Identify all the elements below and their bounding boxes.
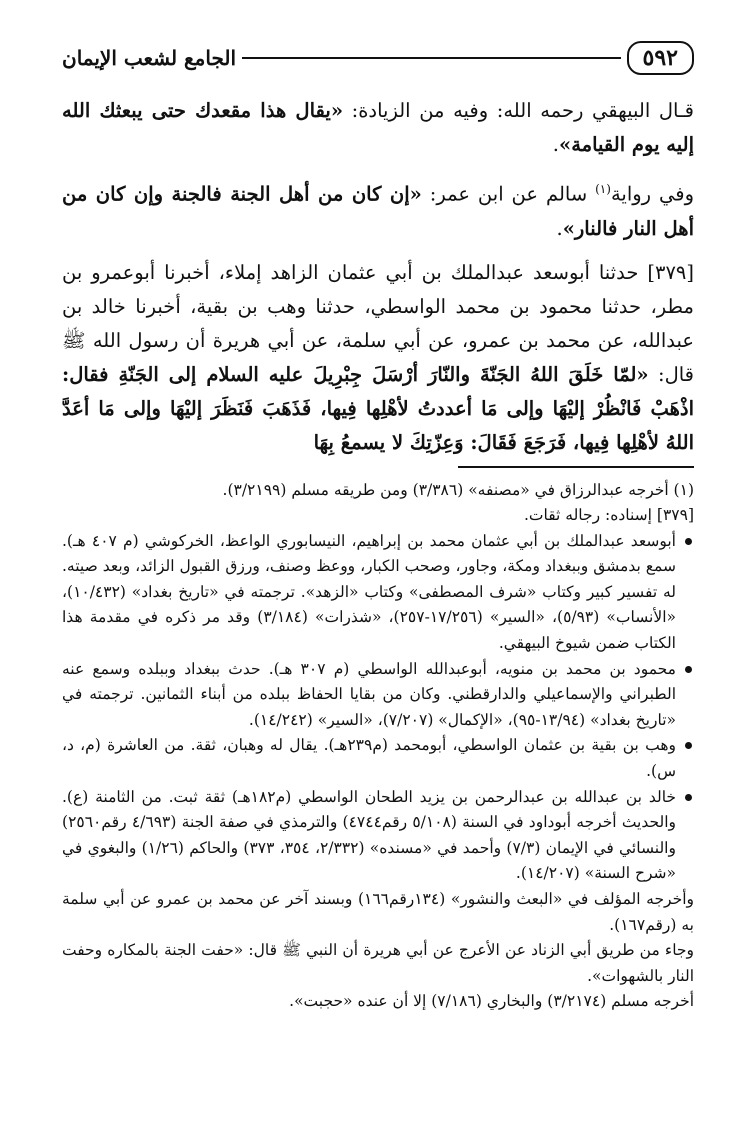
book-page: [0, 32, 752, 1131]
narrator-item: أبوسعد عبدالملك بن أبي عثمان محمد بن إبراهيم، النيسابوري الواعظ، الخركوشي (م ٤٠٧ هـ). سمع بدمشق وببغداد ومكة، وجاور، وصحب الكبار، ووعظ وصنف، ورزق القبول الزائد، وبعد صيته. له تفسير كبير وكتاب «شرف المصطفى» وكتاب «الزهد». ترجمته في «تاريخ بغداد» (١٠/٤٣٢)، «الأنساب» (٥/٩٣)، «السير» (١٧/٢٥٦-٢٥٧)، «شذرات» (٣/١٨٤) وقد مر ذكره في مقدمة هذا الكتاب ضمن شيوخ البيهقي.: [62, 529, 694, 657]
p2-quote: «إن كان من أهل الجنة فالجنة وإن كان من أهل النار فالنار»: [62, 182, 694, 240]
p1-end: .: [552, 133, 559, 156]
p2-prefix: وفي رواية: [610, 182, 694, 206]
page-header: [62, 32, 694, 84]
narrator-item: وهب بن بقية بن عثمان الواسطي، أبومحمد (م٢٣٩هـ). يقال له وهبان، ثقة. من العاشرة (م، د، س).: [62, 733, 694, 784]
hadith-chain: حدثنا أبوسعد عبدالملك بن أبي عثمان الزاهد إملاء، أخبرنا أبوعمرو بن مطر، حدثنا محمود بن محمد الواسطي، حدثنا وهب بن بقية، أخبرنا خالد بن عبدالله، عن محمد بن عمرو، عن أبي سلمة، عن أبي هريرة أن رسول الله ﷺ قال:: [62, 260, 695, 386]
header-rule: [242, 57, 621, 59]
hadith-379: [62, 256, 694, 460]
p2-end: .: [556, 216, 563, 240]
hadith-text: «لمّا خَلَقَ اللهُ الجَنّةَ والنّارَ أرْسَلَ جِبْرِيلَ عليه السلام إلى الجَنّةِ فقال: اذْهَبْ فَانْظُرْ إليْهَا وإلى مَا أعددتُ لأهْلِها فِيها، فَذَهَبَ فَنَظَرَ إليْهَا وإلى مَا أعَدَّ اللهُ لأهْلِها فِيها، فَرَجَعَ فَقَالَ: وَعِزّتِكَ لا يسمعُ بِهَا: [62, 362, 694, 454]
p2-mid: سالم عن ابن عمر:: [421, 182, 596, 206]
paragraph-salim-narration: [62, 172, 694, 246]
footnote-tail-1: وأخرجه المؤلف في «البعث والنشور» (١٣٤رقم١٦٦) وبسند آخر عن محمد بن عمرو عن أبي سلمة به (رقم١٦٧).: [62, 890, 694, 934]
p1-quote: «يقال هذا مقعدك حتى يبعثك الله إليه يوم القيامة»: [62, 99, 694, 156]
isnad-heading: [٣٧٩] إسناده: رجاله ثقات.: [523, 506, 694, 525]
narrator-item: محمود بن محمد بن منويه، أبوعبدالله الواسطي (م ٣٠٧ هـ). حدث ببغداد وببلده وسمع عنه الطبراني والإسماعيلي والدارقطني. وكان من بقايا الحفاظ ببلده من أبناء الثمانين. ترجمته في «تاريخ بغداد» (١٣/٩٤-٩٥)، «الإكمال» (٧/٢٠٧)، «السير» (١٤/٢٤٢).: [62, 657, 694, 734]
footnote-tail-2: وجاء من طريق أبي الزناد عن الأعرج عن أبي هريرة أن النبي ﷺ قال: «حفت الجنة بالمكاره وحفت النار بالشهوات».: [62, 941, 694, 985]
footnote-tail-3: أخرجه مسلم (٣/٢١٧٤) والبخاري (٧/١٨٦) إلا أن عنده «حجبت».: [289, 992, 694, 1011]
paragraph-additional-narration: [62, 94, 694, 162]
footnote-1: (١) أخرجه عبدالرزاق في «مصنفه» (٣/٣٨٦) ومن طريقه مسلم (٣/٢١٩٩).: [222, 480, 694, 499]
footnote-separator: [458, 466, 694, 468]
hadith-number: [٣٧٩]: [647, 260, 694, 284]
footnotes: [62, 478, 694, 1015]
p1-prefix: قـال البيهقي رحمه الله: وفيه من الزيادة:: [343, 99, 694, 122]
main-text: [62, 94, 694, 460]
book-title: الجامع لشعب الإيمان: [62, 46, 237, 70]
footnote-ref-1: (١): [595, 182, 611, 196]
narrator-list: [62, 529, 694, 887]
page-number: ٥٩٢: [627, 41, 694, 75]
narrator-item: خالد بن عبدالله بن عبدالرحمن بن يزيد الطحان الواسطي (م١٨٢هـ) ثقة ثبت. من الثامنة (ع). والحديث أخرجه أبوداود في السنة (٥/١٠٨ رقم٤٧٤٤) والترمذي في صفة الجنة (٤/٦٩٣ رقم٢٥٦٠) والنسائي في الإيمان (٧/٣) وأحمد في «مسنده» (٢/٣٣٢، ٣٥٤، ٣٧٣) والحاكم (١/٢٦) والبغوي في «شرح السنة» (١٤/٢٠٧).: [62, 785, 694, 887]
